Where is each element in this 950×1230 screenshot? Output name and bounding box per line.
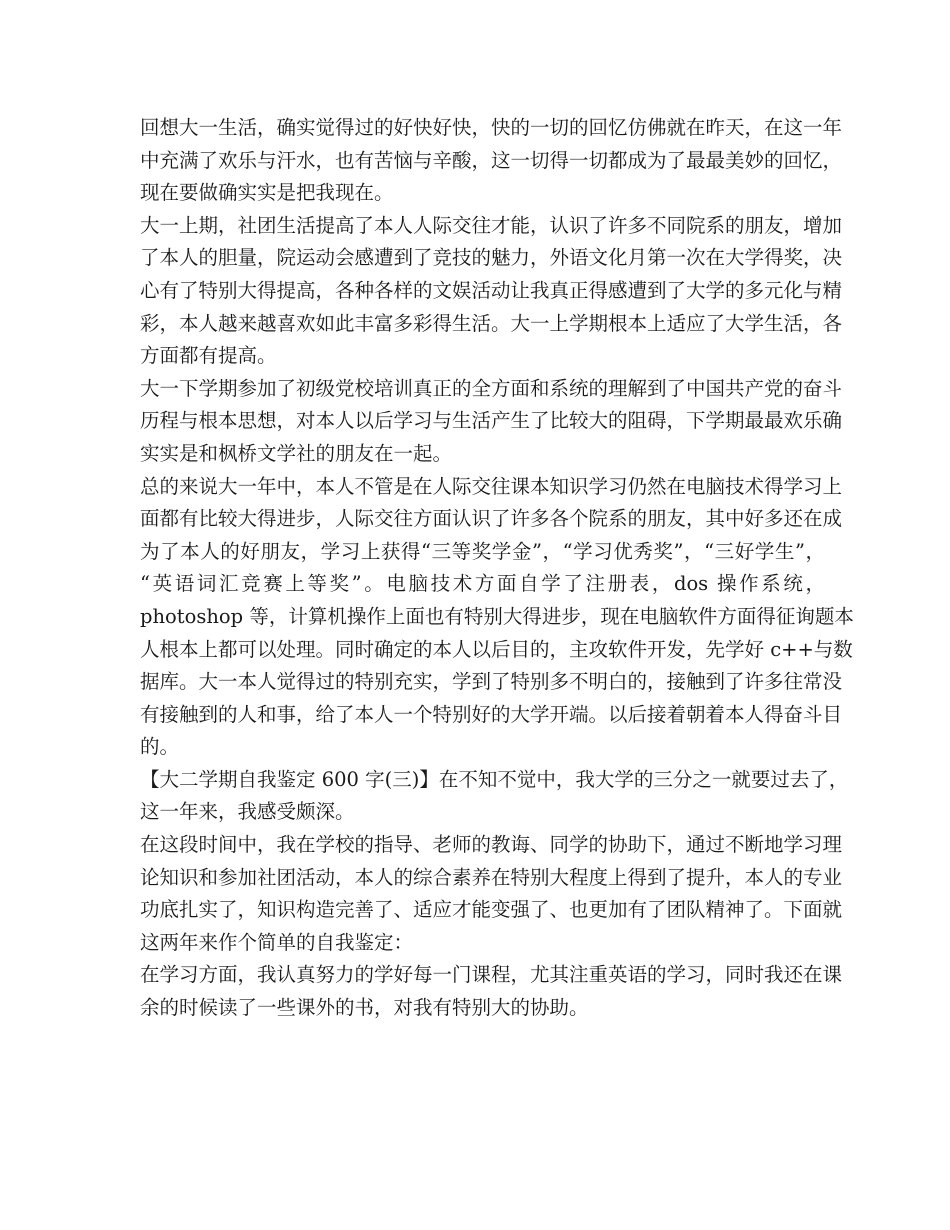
text-line: 了本人的胆量，院运动会感遭到了竞技的魅力，外语文化月第一次在大学得奖，决 xyxy=(140,246,843,270)
text-line: 方面都有提高。 xyxy=(140,344,277,368)
text-line: 回想大一生活，确实觉得过的好快好快，快的一切的回忆仿佛就在昨天，在这一年 xyxy=(140,116,843,139)
text-line: 大一上期，社团生活提高了本人人际交往才能，认识了许多不同院系的朋友，增加 xyxy=(140,213,843,237)
text-line: 面都有比较大得进步，人际交往方面认识了许多各个院系的朋友，其中好多还在成 xyxy=(140,507,843,531)
text-line: 功底扎实了，知识构造完善了、适应才能变强了、也更加有了团队精神了。下面就 xyxy=(140,898,843,922)
text-line: 据库。大一本人觉得过的特别充实，学到了特别多不明白的，接触到了许多往常没 xyxy=(140,670,843,694)
text-line: photoshop 等，计算机操作上面也有特别大得进步，现在电脑软件方面得征询题本 xyxy=(140,604,854,628)
text-line: 彩，本人越来越喜欢如此丰富多彩得生活。大一上学期根本上适应了大学生活，各 xyxy=(140,311,843,335)
text-line: 在学习方面，我认真努力的学好每一门课程，尤其注重英语的学习，同时我还在课 xyxy=(140,963,843,987)
text-line: 现在要做确实实是把我现在。 xyxy=(140,181,394,205)
text-line: 大一下学期参加了初级党校培训真正的全方面和系统的理解到了中国共产党的奋斗 xyxy=(140,376,843,400)
text-line: 【大二学期自我鉴定 600 字(三)】在不知不觉中，我大学的三分之一就要过去了， xyxy=(140,767,849,791)
text-line: 为了本人的好朋友，学习上获得“三等奖学金”，“学习优秀奖”，“三好学生”， xyxy=(140,539,825,563)
text-line: 心有了特别大得提高，各种各样的文娱活动让我真正得感遭到了大学的多元化与精 xyxy=(140,278,843,302)
text-line: 这一年来，我感受颇深。 xyxy=(140,800,355,824)
text-line: 有接触到的人和事，给了本人一个特别好的大学开端。以后接着朝着本人得奋斗目 xyxy=(140,702,843,726)
text-line: 历程与根本思想，对本人以后学习与生活产生了比较大的阻碍，下学期最最欢乐确 xyxy=(140,409,843,433)
text-line: 实实是和枫桥文学社的朋友在一起。 xyxy=(140,441,453,465)
text-line: 论知识和参加社团活动，本人的综合素养在特别大程度上得到了提升，本人的专业 xyxy=(140,865,843,889)
text-line: 这两年来作个简单的自我鉴定： xyxy=(140,930,414,954)
text-line: 在这段时间中，我在学校的指导、老师的教诲、同学的协助下，通过不断地学习理 xyxy=(140,833,843,857)
text-line: “英语词汇竞赛上等奖”。电脑技术方面自学了注册表，dos 操作系统， xyxy=(140,572,825,596)
document-body xyxy=(140,112,854,1025)
text-line: 总的来说大一年中，本人不管是在人际交往课本知识学习仍然在电脑技术得学习上 xyxy=(140,474,843,498)
text-line: 的。 xyxy=(140,735,180,759)
text-line: 人根本上都可以处理。同时确定的本人以后目的，主攻软件开发，先学好 c++与数 xyxy=(140,637,853,661)
text-line: 中充满了欢乐与汗水，也有苦恼与辛酸，这一切得一切都成为了最最美妙的回忆， xyxy=(140,148,843,172)
text-line: 余的时候读了一些课外的书，对我有特别大的协助。 xyxy=(140,996,589,1020)
